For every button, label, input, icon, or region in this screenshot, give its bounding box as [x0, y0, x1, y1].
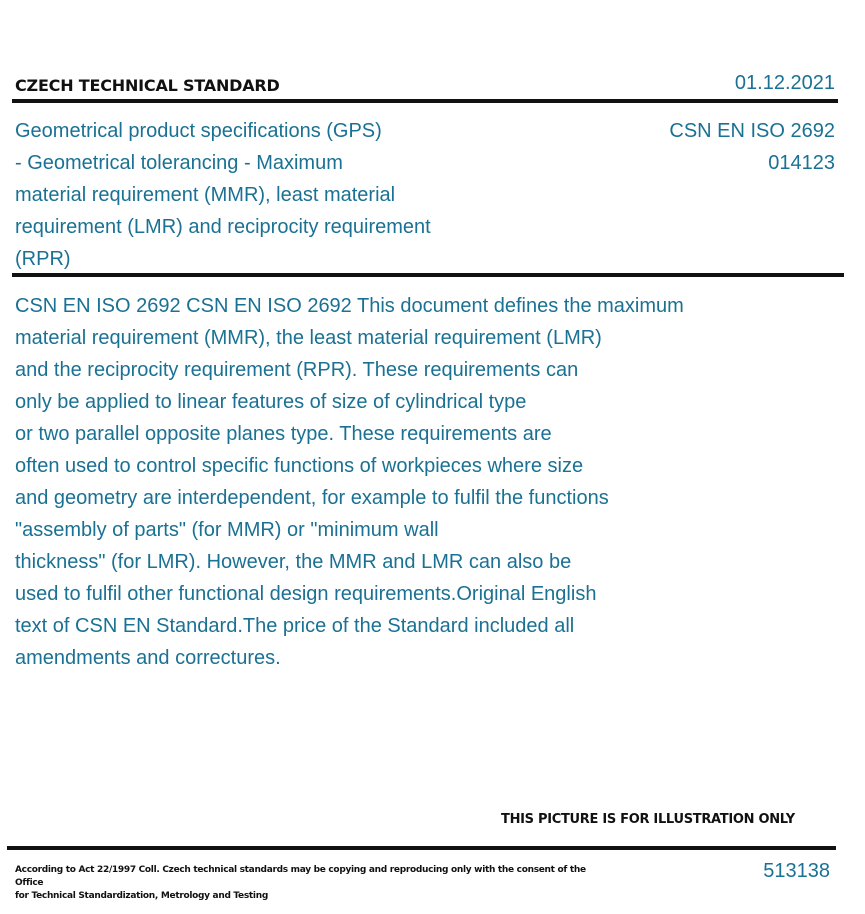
standard-designation: CSN EN ISO 2692: [669, 120, 835, 142]
product-code: 513138: [763, 860, 830, 882]
illustration-note: THIS PICTURE IS FOR ILLUSTRATION ONLY: [501, 812, 795, 827]
standard-description: CSN EN ISO 2692 CSN EN ISO 2692 This document defines the maximum material requirement (MMR), the least material requirement (LMR) and the reciprocity requirement (RPR). These requirements can only be applied to linear features of size of cylindrical type or two parallel opposite planes type. These requirements are often used to control specific functions of workpieces where size and geometry are interdependent, for example to fulfil the functions "assembly of parts" (for MMR) or "minimum wall thickness" (for LMR). However, the MMR and LMR can also be used to fulfil other functional design requirements.Original English text of CSN EN Standard.The price of the Standard included all amendments and correctures.: [15, 295, 684, 669]
header-divider: [12, 99, 838, 103]
standard-identifier: [669, 115, 835, 179]
header-date: 01.12.2021: [734, 72, 835, 94]
standard-title: Geometrical product specifications (GPS) - Geometrical tolerancing - Maximum material requirement (MMR), least material requirement (LMR) and reciprocity requirement (RPR): [15, 120, 431, 270]
footer-divider: [7, 846, 836, 850]
catalog-number: 014123: [768, 152, 835, 174]
title-divider: [12, 273, 844, 277]
header-label: CZECH TECHNICAL STANDARD: [15, 76, 280, 95]
legal-notice: According to Act 22/1997 Coll. Czech technical standards may be copying and reproducing only with the consent of the Office for Technical Standardization, Metrology and Testing: [15, 865, 586, 901]
